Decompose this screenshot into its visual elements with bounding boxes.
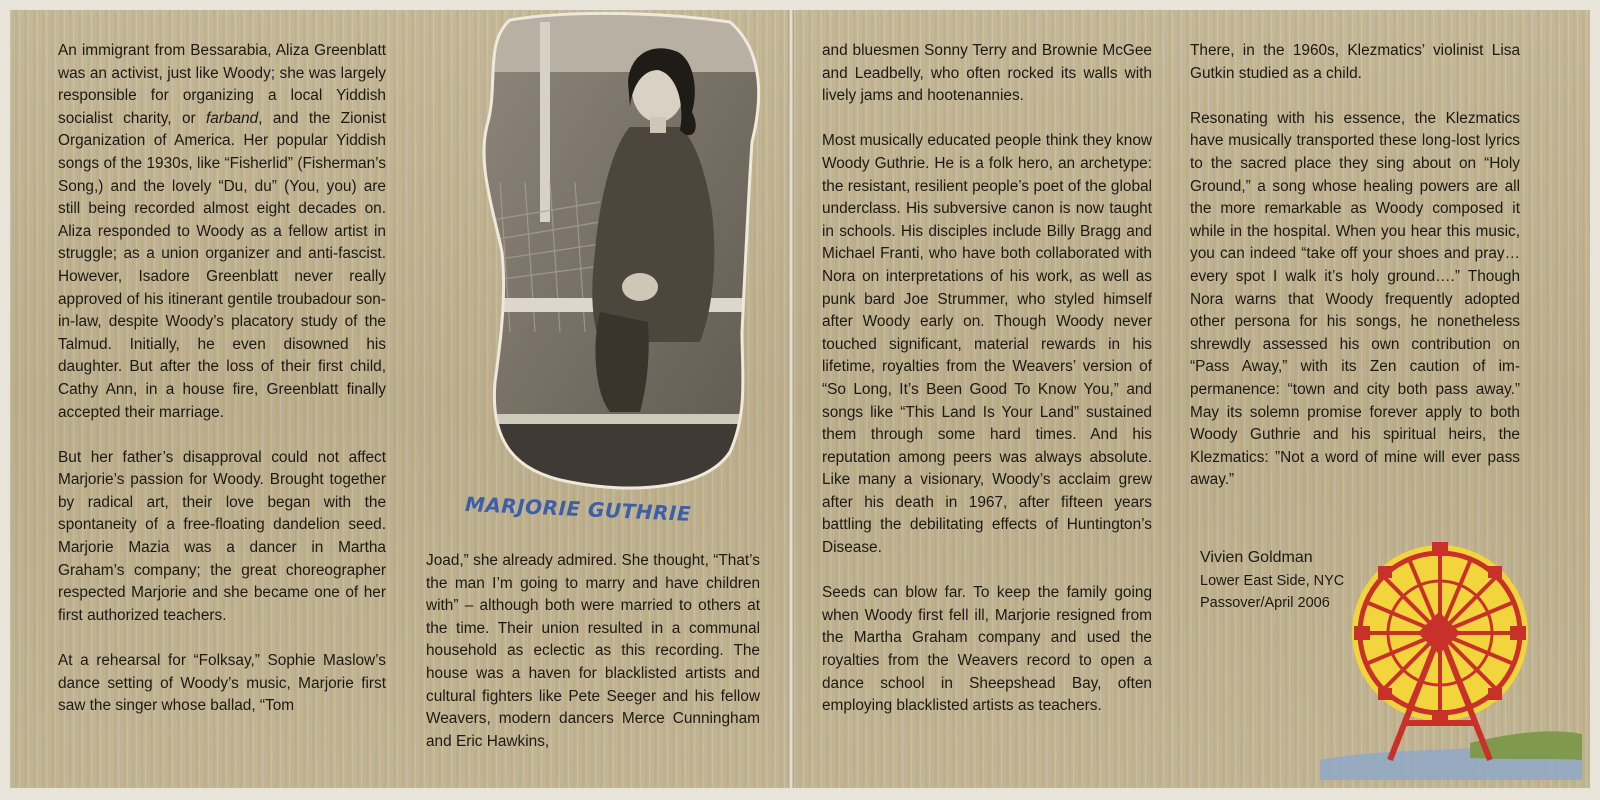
paragraph: But her father’s disapproval could not affect Marjorie’s passion for Woody. Brought together by radical art, their love began with the spontaneity of a free-floating dandelion seed. Marjorie Mazia was a dancer in Martha Graham’s company; the great choreographer respected Marjorie and she became one of her first authorized teachers. bbox=[58, 448, 386, 624]
booklet-spread bbox=[10, 10, 1590, 788]
text-column-1 bbox=[58, 40, 386, 740]
paragraph: There, in the 1960s, Klezmatics’ violinist Lisa Gutkin studied as a child. bbox=[1190, 42, 1520, 82]
paragraph: Joad,” she already admired. She thought, “That’s the man I’m going to marry and have children with” – although both were married to others at the time. Their union resulted in a communal household as eclectic as this recording. The house was a haven for blacklisted artists and cultural fighters like Pete Seeger and his fellow Weavers, modern dancers Merce Cunningham and Eric Hawkins, bbox=[426, 552, 760, 750]
paragraph: At a rehearsal for “Folksay,” Sophie Maslow’s dance setting of Woody’s music, Marjorie first saw the singer whose ballad, “Tom bbox=[58, 652, 386, 715]
author-name: Vivien Goldman bbox=[1200, 549, 1313, 566]
text-column-3 bbox=[822, 40, 1152, 740]
author-location: Lower East Side, NYC bbox=[1200, 572, 1345, 589]
paragraph: Resonating with his essence, the Klezmatics have musically transported these long-lost lyrics to the sacred place they sing about on “Holy Ground,” a song whose healing powers are all the more remarkable as Woody composed it while in the hospital. When you hear this music, you can indeed “take off your shoes and pray… every spot I walk it’s holy ground….” Though Nora warns that Woody frequently adopted other persona for his songs, he nonetheless shrewdly assessed his own contribution on “Pass Away,” with its Zen caution of impermanence: “town and city both pass away.” May its solemn promise forever apply to both Woody Guthrie and his spiritual heirs, the Klezmatics: ”Not a word of mine will ever pass away.” bbox=[1190, 109, 1520, 489]
paragraph: Most musically educated people think they know Woody Guthrie. He is a folk hero, an archetype: the resistant, resilient people’s poet of the global underclass. His subversive canon is now taught in schools. His disciples include Billy Bragg and Michael Franti, who have both collaborated with Nora on interpretations of his work, as well as punk bard Joe Strummer, who styled himself after Woody early on. Though Woody never touched significant, material rewards in his lifetime, royalties from the Weavers’ version of “So Long, It’s Been Good To Know You,” and songs like “This Land Is Your Land” sustained them through some hard times. And his reputation among peers was always absolute. Like many a visionary, Woody’s acclaim grew after his death in 1967, after fifteen years battling the debilitating effects of Huntington’s Disease. bbox=[822, 132, 1152, 557]
paragraph: and bluesmen Sonny Terry and Brownie McGee and Leadbelly, who often rocked its walls with lively jams and hootenannies. bbox=[822, 42, 1152, 105]
text-column-2 bbox=[426, 550, 760, 776]
paragraph: Seeds can blow far. To keep the family going when Woody first fell ill, Marjorie resigned from the Martha Graham company and used the royalties from the Weavers record to open a dance school in Sheepshead Bay, often employing blacklisted artists as teachers. bbox=[822, 584, 1152, 715]
ferris-wheel-illustration bbox=[1320, 538, 1582, 780]
left-page bbox=[10, 10, 788, 788]
marjorie-photo bbox=[480, 12, 770, 492]
photo-caption: MARJORIE GUTHRIE bbox=[464, 492, 692, 526]
text-column-4 bbox=[1190, 40, 1520, 514]
author-date: Passover/April 2006 bbox=[1200, 595, 1330, 612]
paragraph: An immigrant from Bessarabia, Aliza Greenblatt was an activist, just like Woody; she was largely responsible for organizing a local Yiddish socialist charity, or farband, and the Zionist Organization of America. Her popular Yiddish songs of the 1930s, like “Fisherlid” (Fisherman’s Song,) and the lovely “Du, du” (You, you) are still being recorded almost eight decades on. Aliza responded to Woody as a fellow artist in struggle; as a union organizer and anti-fascist. However, Isadore Greenblatt never really approved of his itinerant gentile troubadour son-in-law, despite Woody’s placatory study of the Talmud. Initially, he even disowned his daughter. But after the loss of their first child, Cathy Ann, in a house fire, Greenblatt finally accepted their marriage. bbox=[58, 42, 386, 421]
